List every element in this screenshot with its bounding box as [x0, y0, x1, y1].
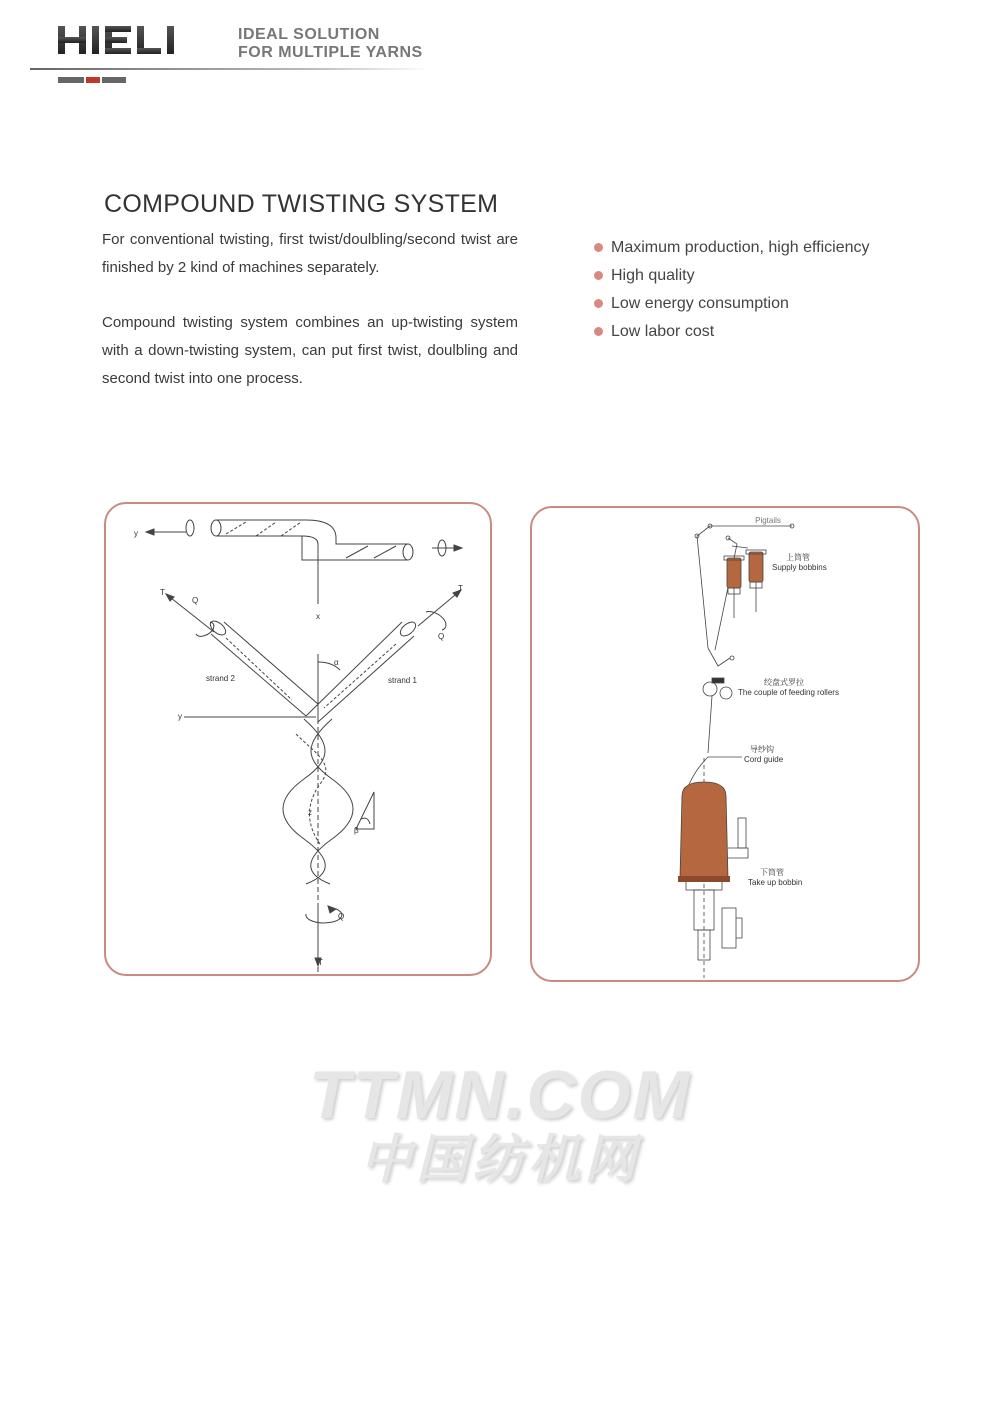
label-alpha: α — [334, 658, 339, 667]
hieli-logo — [58, 22, 183, 56]
label-takeup-cn: 下筒管 — [760, 868, 784, 877]
feature-item: Maximum production, high efficiency — [594, 234, 870, 262]
label-strand2: strand 2 — [206, 674, 235, 683]
label-y-mid: y — [178, 712, 182, 721]
label-y-top: y — [134, 529, 138, 538]
feature-item: Low energy consumption — [594, 290, 870, 318]
label-pigtails: Pigtails — [755, 516, 781, 525]
label-q-left: Q — [192, 596, 199, 605]
intro-paragraph: For conventional twisting, first twist/doulbling/second twist are finished by 2 kind of machines separately. — [102, 231, 518, 276]
feature-item: High quality — [594, 262, 870, 290]
label-rollers-cn: 绞盘式罗拉 — [764, 678, 804, 687]
machine-diagram-panel — [530, 506, 920, 982]
label-strand1: strand 1 — [388, 676, 417, 685]
logo-text: HIELI — [58, 22, 61, 23]
machine-diagram — [532, 508, 918, 980]
label-q-right: Q — [438, 632, 445, 641]
bullet-dot-icon — [594, 243, 603, 252]
label-guide-en: Cord guide — [744, 755, 784, 764]
label-q-bottom: Q — [338, 912, 345, 921]
feature-item: Low labor cost — [594, 318, 870, 346]
label-x: x — [316, 612, 320, 621]
label-beta: β — [354, 826, 359, 835]
label-t-right: T — [458, 584, 463, 593]
twist-diagram — [106, 504, 490, 974]
color-stripes — [58, 76, 128, 84]
tagline — [238, 26, 423, 62]
bullet-dot-icon — [594, 299, 603, 308]
header-rule — [30, 68, 430, 70]
label-t-left: T — [160, 588, 165, 597]
label-supply-cn: 上筒管 — [786, 553, 810, 562]
label-takeup-en: Take up bobbin — [748, 878, 803, 887]
label-t-bottom: T — [318, 958, 323, 967]
page-header — [0, 0, 1000, 95]
bullet-dot-icon — [594, 271, 603, 280]
label-rollers-en: The couple of feeding rollers — [738, 688, 839, 697]
watermark-line2: 中国纺机网 — [359, 1131, 640, 1189]
watermark-line1: TTMN.COM — [308, 1057, 692, 1133]
twist-diagram-panel — [104, 502, 492, 976]
bullet-dot-icon — [594, 327, 603, 336]
section-title: COMPOUND TWISTING SYSTEM — [104, 190, 499, 218]
compound-paragraph: Compound twisting system combines an up-twisting system with a down-twisting system, can put first twist, doulbling and second twist into one process. — [102, 314, 518, 387]
label-supply-en: Supply bobbins — [772, 563, 827, 572]
tagline-line2: FOR MULTIPLE YARNS — [238, 44, 423, 61]
label-z: z — [308, 808, 312, 817]
feature-list — [594, 234, 870, 346]
tagline-line1: IDEAL SOLUTION — [238, 26, 380, 43]
watermark — [270, 1057, 730, 1190]
label-guide-cn: 导纱钩 — [750, 745, 774, 754]
